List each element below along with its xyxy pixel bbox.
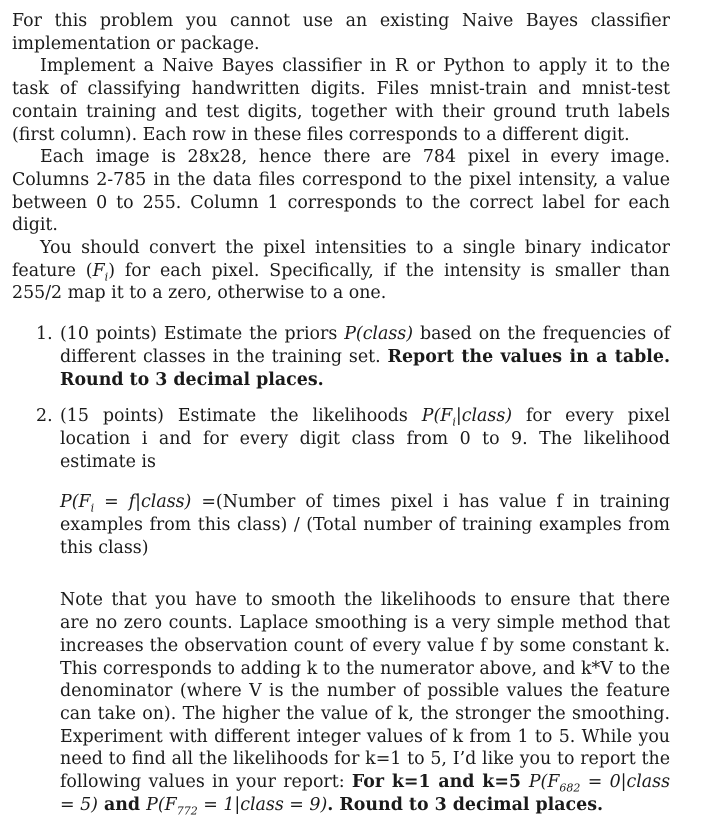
question-1 (12, 323, 670, 391)
note-text-a: Note that you have to smooth the likelihoods to ensure that there are no zero counts. Laplace smoothing is a very simple method that increases the observation count of every value f by some constant k. This corresponds to adding k to the numerator above, and k*V to the denominator (where V is the number of possible values the feature can take on). The higher the value of k, the stronger the smoothing. Experiment with different integer values of k from 1 to 5. While you need to find all the likelihoods for k=1 to 5, I’d like you to report the following values in your report: (60, 590, 670, 793)
note-bold-1: For k=1 and k=5 (351, 772, 529, 793)
question-1-text (60, 323, 670, 391)
q2-math-pre: P(F (421, 406, 453, 427)
question-1-number: 1. (36, 324, 53, 345)
q1-text-a: (10 points) Estimate the priors (60, 324, 345, 345)
p4-text-b: ) for each pixel. Specifically, if the intensity is smaller than 255/2 map it to a zero, otherwise to a one. (12, 260, 670, 304)
m1-sub: 682 (559, 781, 581, 795)
q2-math-post: |class) (455, 406, 513, 427)
likelihood-formula (60, 491, 670, 559)
smoothing-note (60, 589, 670, 816)
formula-text: =(Number of times pixel i has value f in training examples from this class) / (Total number of training examples from this class) (60, 492, 670, 558)
m2-sub: 772 (176, 804, 198, 817)
problem-text (12, 10, 670, 817)
q1-math-prior: P(class) (344, 324, 413, 345)
intro-paragraph-1: For this problem you cannot use an existing Naive Bayes classifier implementation or package. (12, 11, 670, 54)
m2-post: = 1|class = 9) (197, 794, 328, 815)
intro-paragraph-4 (12, 237, 670, 305)
question-2-text (60, 405, 670, 473)
formula-math (60, 492, 192, 515)
q2-text-a: (15 points) Estimate the likelihoods (60, 406, 422, 427)
intro-paragraph-2: Implement a Naive Bayes classifier in R or Python to apply it to the task of classifying handwritten digits. Files mnist-train and mnist-test contain training and test digits, together with their ground truth labels (first column). Each row in these files corresponds to a different digit. (12, 56, 670, 145)
formula-sub: i (90, 501, 95, 515)
q2-math-sub: i (452, 415, 456, 429)
intro-paragraph-3: Each image is 28x28, hence there are 784 pixel in every image. Columns 2-785 in the data files correspond to the pixel intensity, a value between 0 to 255. Column 1 corresponds to the correct label for each digit. (12, 147, 670, 236)
note-bold-2: and (97, 794, 147, 815)
formula-pre: P(F (60, 492, 91, 513)
q1-text-b: based on the frequencies of different classes in the training set. (60, 324, 671, 367)
p4-text-a: You should convert the pixel intensities to a single binary indicator feature ( (12, 238, 670, 281)
q2-text-b: for every pixel location i and for every digit class from 0 to 9. The likelihood estimate is (60, 406, 670, 472)
question-list (12, 323, 670, 816)
note-bold-3: . Round to 3 decimal places. (327, 794, 604, 815)
q2-math-likelihood (421, 406, 513, 429)
question-2-number: 2. (36, 406, 53, 427)
p4-feature-var: F (92, 260, 105, 281)
question-2 (12, 405, 670, 816)
m1-post: = 0|class = 5) (60, 772, 671, 815)
formula-post: = f|class) (94, 492, 192, 513)
note-math-2 (146, 795, 327, 815)
m1-pre: P(F (528, 772, 560, 793)
q1-bold-instruction: Report the values in a table. Round to 3 decimal places. (60, 346, 670, 390)
m2-pre: P(F (146, 794, 177, 815)
p4-feature-sub: i (104, 270, 109, 284)
